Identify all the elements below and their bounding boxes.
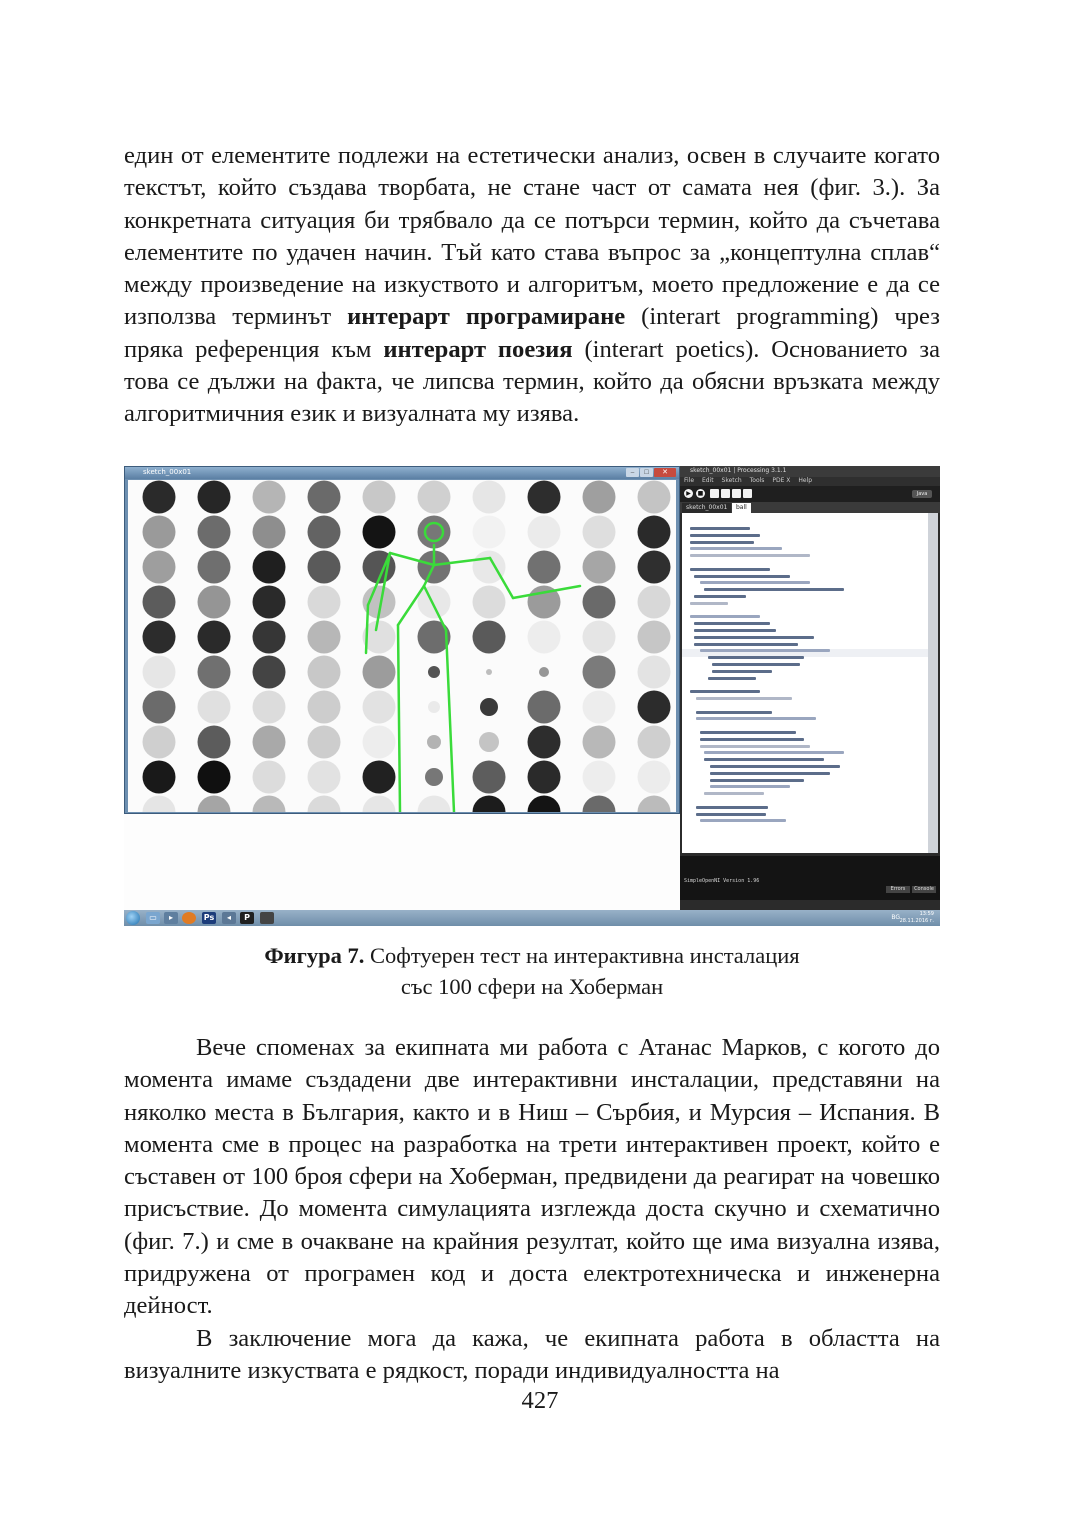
clock-date: 28.11.2016 г.: [899, 918, 934, 924]
code-line: [712, 670, 772, 673]
code-line: [696, 813, 766, 816]
sphere: [198, 656, 231, 689]
windows-taskbar: [124, 910, 940, 926]
code-line: [704, 758, 824, 761]
sphere: [253, 551, 286, 584]
sphere: [583, 656, 616, 689]
sphere: [583, 761, 616, 794]
clock-time: 13:59: [919, 911, 934, 917]
sphere: [428, 666, 440, 678]
console-output: SimpleOpenNI Version 1.96: [684, 878, 760, 884]
menu-edit[interactable]: Edit: [701, 477, 714, 484]
sphere: [253, 516, 286, 549]
sphere: [583, 726, 616, 759]
sphere: [638, 481, 671, 514]
code-line: [694, 636, 814, 639]
code-line: [696, 697, 792, 700]
tab-sketch[interactable]: sketch_00x01: [682, 503, 731, 513]
figure-caption: [124, 940, 940, 1002]
sphere: [308, 656, 341, 689]
code-line: [694, 643, 798, 646]
code-line: [704, 751, 844, 754]
code-line: [690, 547, 782, 550]
app-icon[interactable]: [260, 912, 274, 924]
ide-tabs: [680, 502, 940, 513]
run-button[interactable]: ▶: [684, 489, 693, 498]
code-line: [708, 656, 804, 659]
menu-pdex[interactable]: PDE X: [772, 477, 791, 484]
sphere: [198, 481, 231, 514]
figure-7-screenshot: [124, 466, 940, 926]
sphere: [480, 698, 498, 716]
sphere: [253, 481, 286, 514]
sphere: [143, 656, 176, 689]
code-line: [694, 595, 746, 598]
text-segment: (interart poetics). Основанието за това се дължи на факта, че липсва термин, който да обясни връзката между алгоритмичния език и визуалната му изява.: [124, 335, 941, 428]
code-line: [700, 738, 804, 741]
sphere: [198, 551, 231, 584]
sphere: [528, 481, 561, 514]
maximize-button[interactable]: □: [640, 468, 653, 477]
sphere: [143, 516, 176, 549]
start-button[interactable]: [126, 911, 140, 925]
sphere: [198, 586, 231, 619]
stop-button[interactable]: ■: [697, 490, 704, 497]
sphere: [638, 551, 671, 584]
body-text-top: [124, 140, 940, 431]
term-interart-poetics: интерарт поезия: [383, 335, 573, 363]
sphere: [308, 516, 341, 549]
sphere: [363, 726, 396, 759]
sphere: [638, 726, 671, 759]
code-line: [710, 785, 790, 788]
sphere: [143, 481, 176, 514]
code-line: [690, 690, 760, 693]
sphere: [583, 796, 616, 813]
sphere: [473, 586, 506, 619]
photoshop-icon[interactable]: Ps: [203, 913, 215, 922]
code-line: [690, 602, 728, 605]
new-sketch-button[interactable]: [710, 489, 719, 498]
sphere: [418, 516, 451, 549]
sphere: [427, 735, 441, 749]
code-line: [690, 615, 760, 618]
code-line: [704, 792, 764, 795]
sphere: [363, 516, 396, 549]
code-line: [694, 575, 790, 578]
sphere: [418, 796, 451, 813]
sphere: [638, 691, 671, 724]
sphere: [143, 586, 176, 619]
sphere: [308, 551, 341, 584]
sphere: [528, 761, 561, 794]
code-line: [690, 568, 770, 571]
code-line: [694, 629, 776, 632]
sphere: [308, 481, 341, 514]
tab-ball[interactable]: ball: [732, 503, 751, 513]
sphere: [638, 516, 671, 549]
code-editor[interactable]: [682, 513, 928, 853]
paragraph-3: В заключение мога да кажа, че екипната работа в областта на визуалните изкуствата е рядкост, поради индивидуалността на: [124, 1324, 940, 1384]
export-button[interactable]: [743, 489, 752, 498]
sphere: [638, 621, 671, 654]
code-line: [700, 649, 830, 652]
close-button[interactable]: ✕: [654, 468, 676, 477]
sphere: [253, 761, 286, 794]
paragraph-top: [124, 140, 940, 431]
code-line: [690, 554, 810, 557]
code-line: [694, 622, 770, 625]
caption-label: Фигура 7.: [264, 943, 365, 968]
caption-line1: Софтуерен тест на интерактивна инсталация: [370, 943, 800, 968]
ide-console: [680, 856, 940, 900]
sphere: [528, 691, 561, 724]
sphere: [363, 796, 396, 813]
sketch-window: [124, 466, 680, 814]
ide-toolbar: [680, 486, 940, 502]
sphere: [583, 621, 616, 654]
code-line: [690, 541, 754, 544]
menu-tools[interactable]: Tools: [749, 477, 765, 484]
sphere: [143, 796, 176, 813]
sphere: [143, 726, 176, 759]
code-line: [700, 745, 810, 748]
sphere: [486, 669, 492, 675]
sphere: [473, 621, 506, 654]
sphere: [143, 691, 176, 724]
code-line: [708, 677, 756, 680]
sphere: [143, 551, 176, 584]
code-scrollbar[interactable]: [928, 513, 938, 853]
sphere: [253, 621, 286, 654]
processing-ide-window: [680, 466, 940, 910]
sphere: [583, 691, 616, 724]
body-text-bottom: [124, 1032, 940, 1387]
sphere: [363, 761, 396, 794]
sphere: [363, 656, 396, 689]
sphere: [198, 691, 231, 724]
sphere: [528, 516, 561, 549]
code-line: [704, 588, 844, 591]
text-segment: един от елементите подлежи на естетически анализ, освен в случаите когато текстът, който създава творбата, не стане част от самата нея (фиг. 3.). За конкретната ситуация би трябвало да се потърси термин, който да съчетава елементите по удачен начин. Тъй като става въпрос за „концептулна сплав“ между произведение на изкуството и алгоритъм, моето предложение е да се използва терминът: [124, 142, 940, 331]
sphere: [528, 726, 561, 759]
sphere: [308, 691, 341, 724]
sphere: [473, 761, 506, 794]
sphere: [253, 796, 286, 813]
skeleton-limb: [398, 625, 400, 812]
desktop-blank-area: [124, 814, 680, 910]
sphere: [473, 796, 506, 813]
code-line: [710, 772, 830, 775]
ide-menubar: [680, 477, 940, 486]
firefox-icon[interactable]: [182, 912, 196, 924]
code-line: [700, 731, 796, 734]
sphere: [539, 667, 549, 677]
taskbar-clock[interactable]: [900, 911, 934, 925]
page-number: 427: [521, 1387, 559, 1414]
tray-language[interactable]: BG: [891, 914, 900, 921]
code-line: [700, 819, 786, 822]
skeleton-limb: [446, 630, 454, 812]
ide-titlebar[interactable]: [680, 466, 940, 477]
window-controls: [626, 468, 676, 477]
sketch-window-titlebar[interactable]: [125, 467, 679, 479]
code-line: [696, 717, 816, 720]
sphere: [479, 732, 499, 752]
sphere: [308, 726, 341, 759]
sphere: [143, 621, 176, 654]
sphere: [638, 656, 671, 689]
sphere: [583, 516, 616, 549]
code-line: [710, 765, 840, 768]
ide-title: sketch_00x01 | Processing 3.1.1: [690, 467, 787, 474]
processing-icon[interactable]: P: [240, 912, 254, 924]
code-line: [712, 663, 800, 666]
sphere: [143, 761, 176, 794]
sphere: [198, 761, 231, 794]
code-line: [700, 581, 810, 584]
sphere: [253, 691, 286, 724]
caption-line2: със 100 сфери на Хоберман: [400, 974, 664, 999]
sphere: [638, 586, 671, 619]
text-segment: (interart programming) чрез пряка референция към: [124, 303, 940, 363]
sphere: [198, 621, 231, 654]
sphere: [638, 796, 671, 813]
sphere: [253, 586, 286, 619]
sphere: [473, 481, 506, 514]
sphere: [528, 796, 561, 813]
console-button[interactable]: Console: [912, 886, 936, 893]
explorer-icon[interactable]: ▭: [146, 912, 160, 924]
sphere: [308, 621, 341, 654]
code-line: [690, 534, 760, 537]
code-line: [696, 711, 772, 714]
sphere: [308, 796, 341, 813]
open-sketch-button[interactable]: [721, 489, 730, 498]
menu-sketch[interactable]: Sketch: [721, 477, 742, 484]
errors-button[interactable]: Errors: [886, 886, 910, 893]
menu-file[interactable]: File: [684, 477, 695, 484]
menu-help[interactable]: Help: [798, 477, 813, 484]
sphere: [583, 551, 616, 584]
sphere: [363, 691, 396, 724]
sphere: [198, 796, 231, 813]
sphere: [198, 726, 231, 759]
sphere: [253, 726, 286, 759]
code-line: [696, 806, 768, 809]
sound-icon[interactable]: ◂: [222, 912, 236, 924]
code-line: [710, 779, 804, 782]
spheres-grid: [128, 480, 676, 812]
media-icon[interactable]: ▸: [164, 912, 178, 924]
minimize-button[interactable]: –: [626, 468, 639, 477]
code-line: [690, 527, 750, 530]
sphere: [583, 586, 616, 619]
sphere: [253, 656, 286, 689]
mode-selector[interactable]: Java: [912, 490, 932, 498]
sphere: [428, 701, 440, 713]
sphere: [418, 481, 451, 514]
sphere: [528, 551, 561, 584]
sphere: [583, 481, 616, 514]
term-interart-programming: интерарт програмиране: [347, 303, 626, 331]
sphere: [363, 481, 396, 514]
sphere: [528, 621, 561, 654]
sphere: [308, 761, 341, 794]
sphere: [198, 516, 231, 549]
paragraph-2: Вече споменах за екипната ми работа с Атанас Марков, с когото до момента имаме създадени две интерактивни инсталации, представяни на няколко места в България, както и в Ниш – Сърбия, и Мурсия – Испания. В момента сме в процес на разработка на трети интерактивен проект, който е съставен от 100 броя сфери на Хоберман, предвидени да реагират на човешко присъствие. До момента симулацията изглежда доста скучно и схематично (фиг. 7.) и сме в очакване на крайния резултат, който ще има визуална изява, придружена от програмен код и доста електротехническа и инженерна дейност.: [124, 1034, 940, 1320]
sphere: [473, 516, 506, 549]
sketch-window-title: sketch_00x01: [143, 468, 192, 476]
save-sketch-button[interactable]: [732, 489, 741, 498]
sphere: [308, 586, 341, 619]
sphere: [638, 761, 671, 794]
sketch-canvas[interactable]: [128, 480, 676, 812]
sphere: [425, 768, 443, 786]
